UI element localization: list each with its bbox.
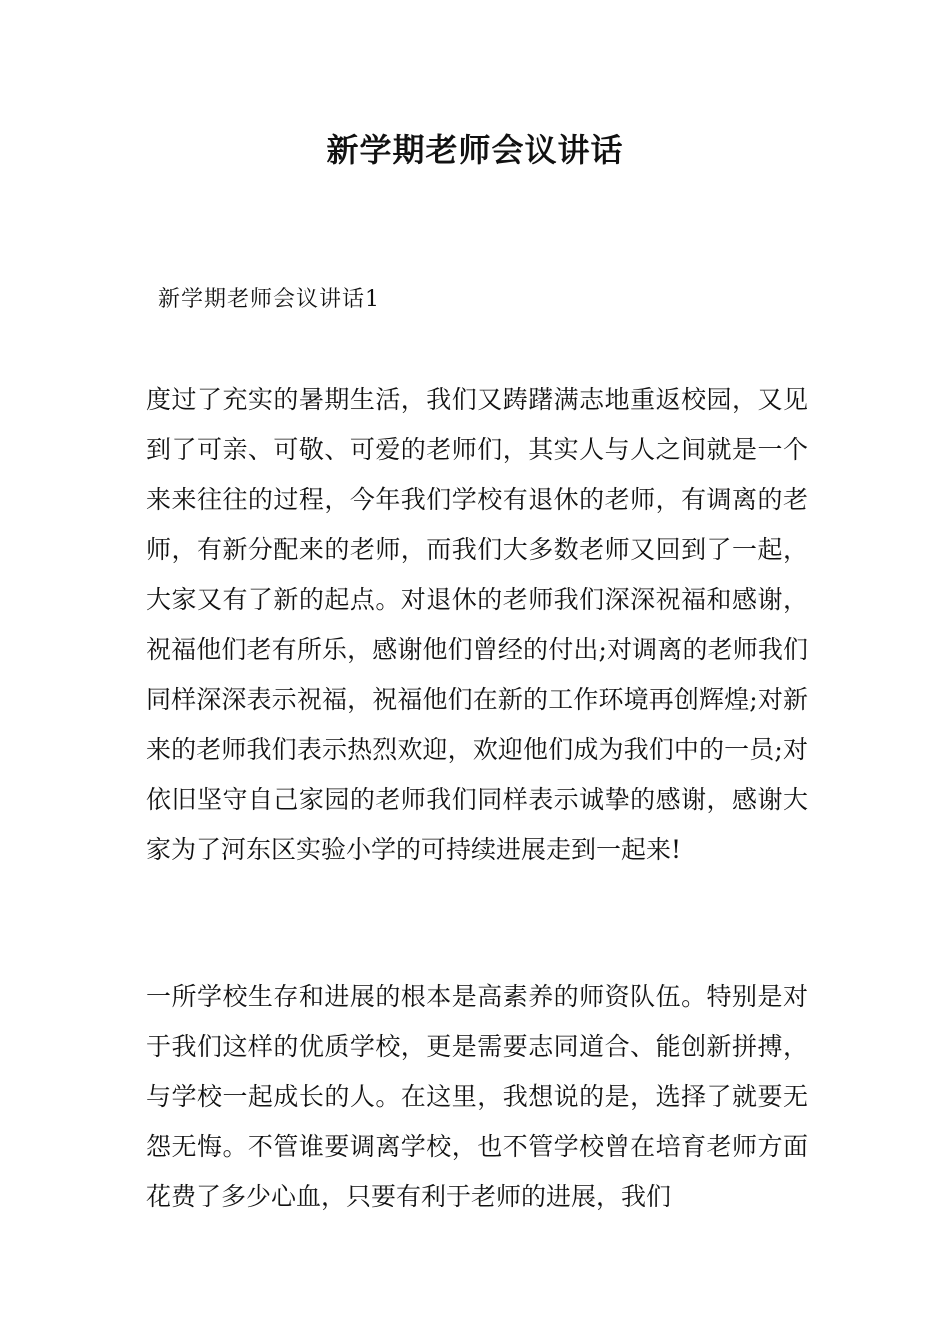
section-heading: 新学期老师会议讲话1 (158, 287, 380, 312)
document-title: 新学期老师会议讲话 (326, 131, 624, 169)
body-paragraph: 一所学校生存和进展的根本是高素养的师资队伍。特别是对于我们这样的优质学校，更是需要志同道合、能创新拼搏，与学校一起成长的人。在这里，我想说的是，选择了就要无怨无悔。不管谁要调离学校，也不管学校曾在培育老师方面花费了多少心血，只要有利于老师的进展，我们 (146, 982, 808, 1211)
body-paragraph: 度过了充实的暑期生活，我们又踌躇满志地重返校园，又见到了可亲、可敬、可爱的老师们，其实人与人之间就是一个来来往往的过程，今年我们学校有退休的老师，有调离的老师，有新分配来的老师，而我们大多数老师又回到了一起，大家又有了新的起点。对退休的老师我们深深祝福和感谢，祝福他们老有所乐，感谢他们曾经的付出;对调离的老师我们同样深深表示祝福，祝福他们在新的工作环境再创辉煌;对新来的老师我们表示热烈欢迎，欢迎他们成为我们中的一员;对依旧坚守自己家园的老师我们同样表示诚挚的感谢，感谢大家为了河东区实验小学的可持续进展走到一起来! (146, 385, 808, 864)
